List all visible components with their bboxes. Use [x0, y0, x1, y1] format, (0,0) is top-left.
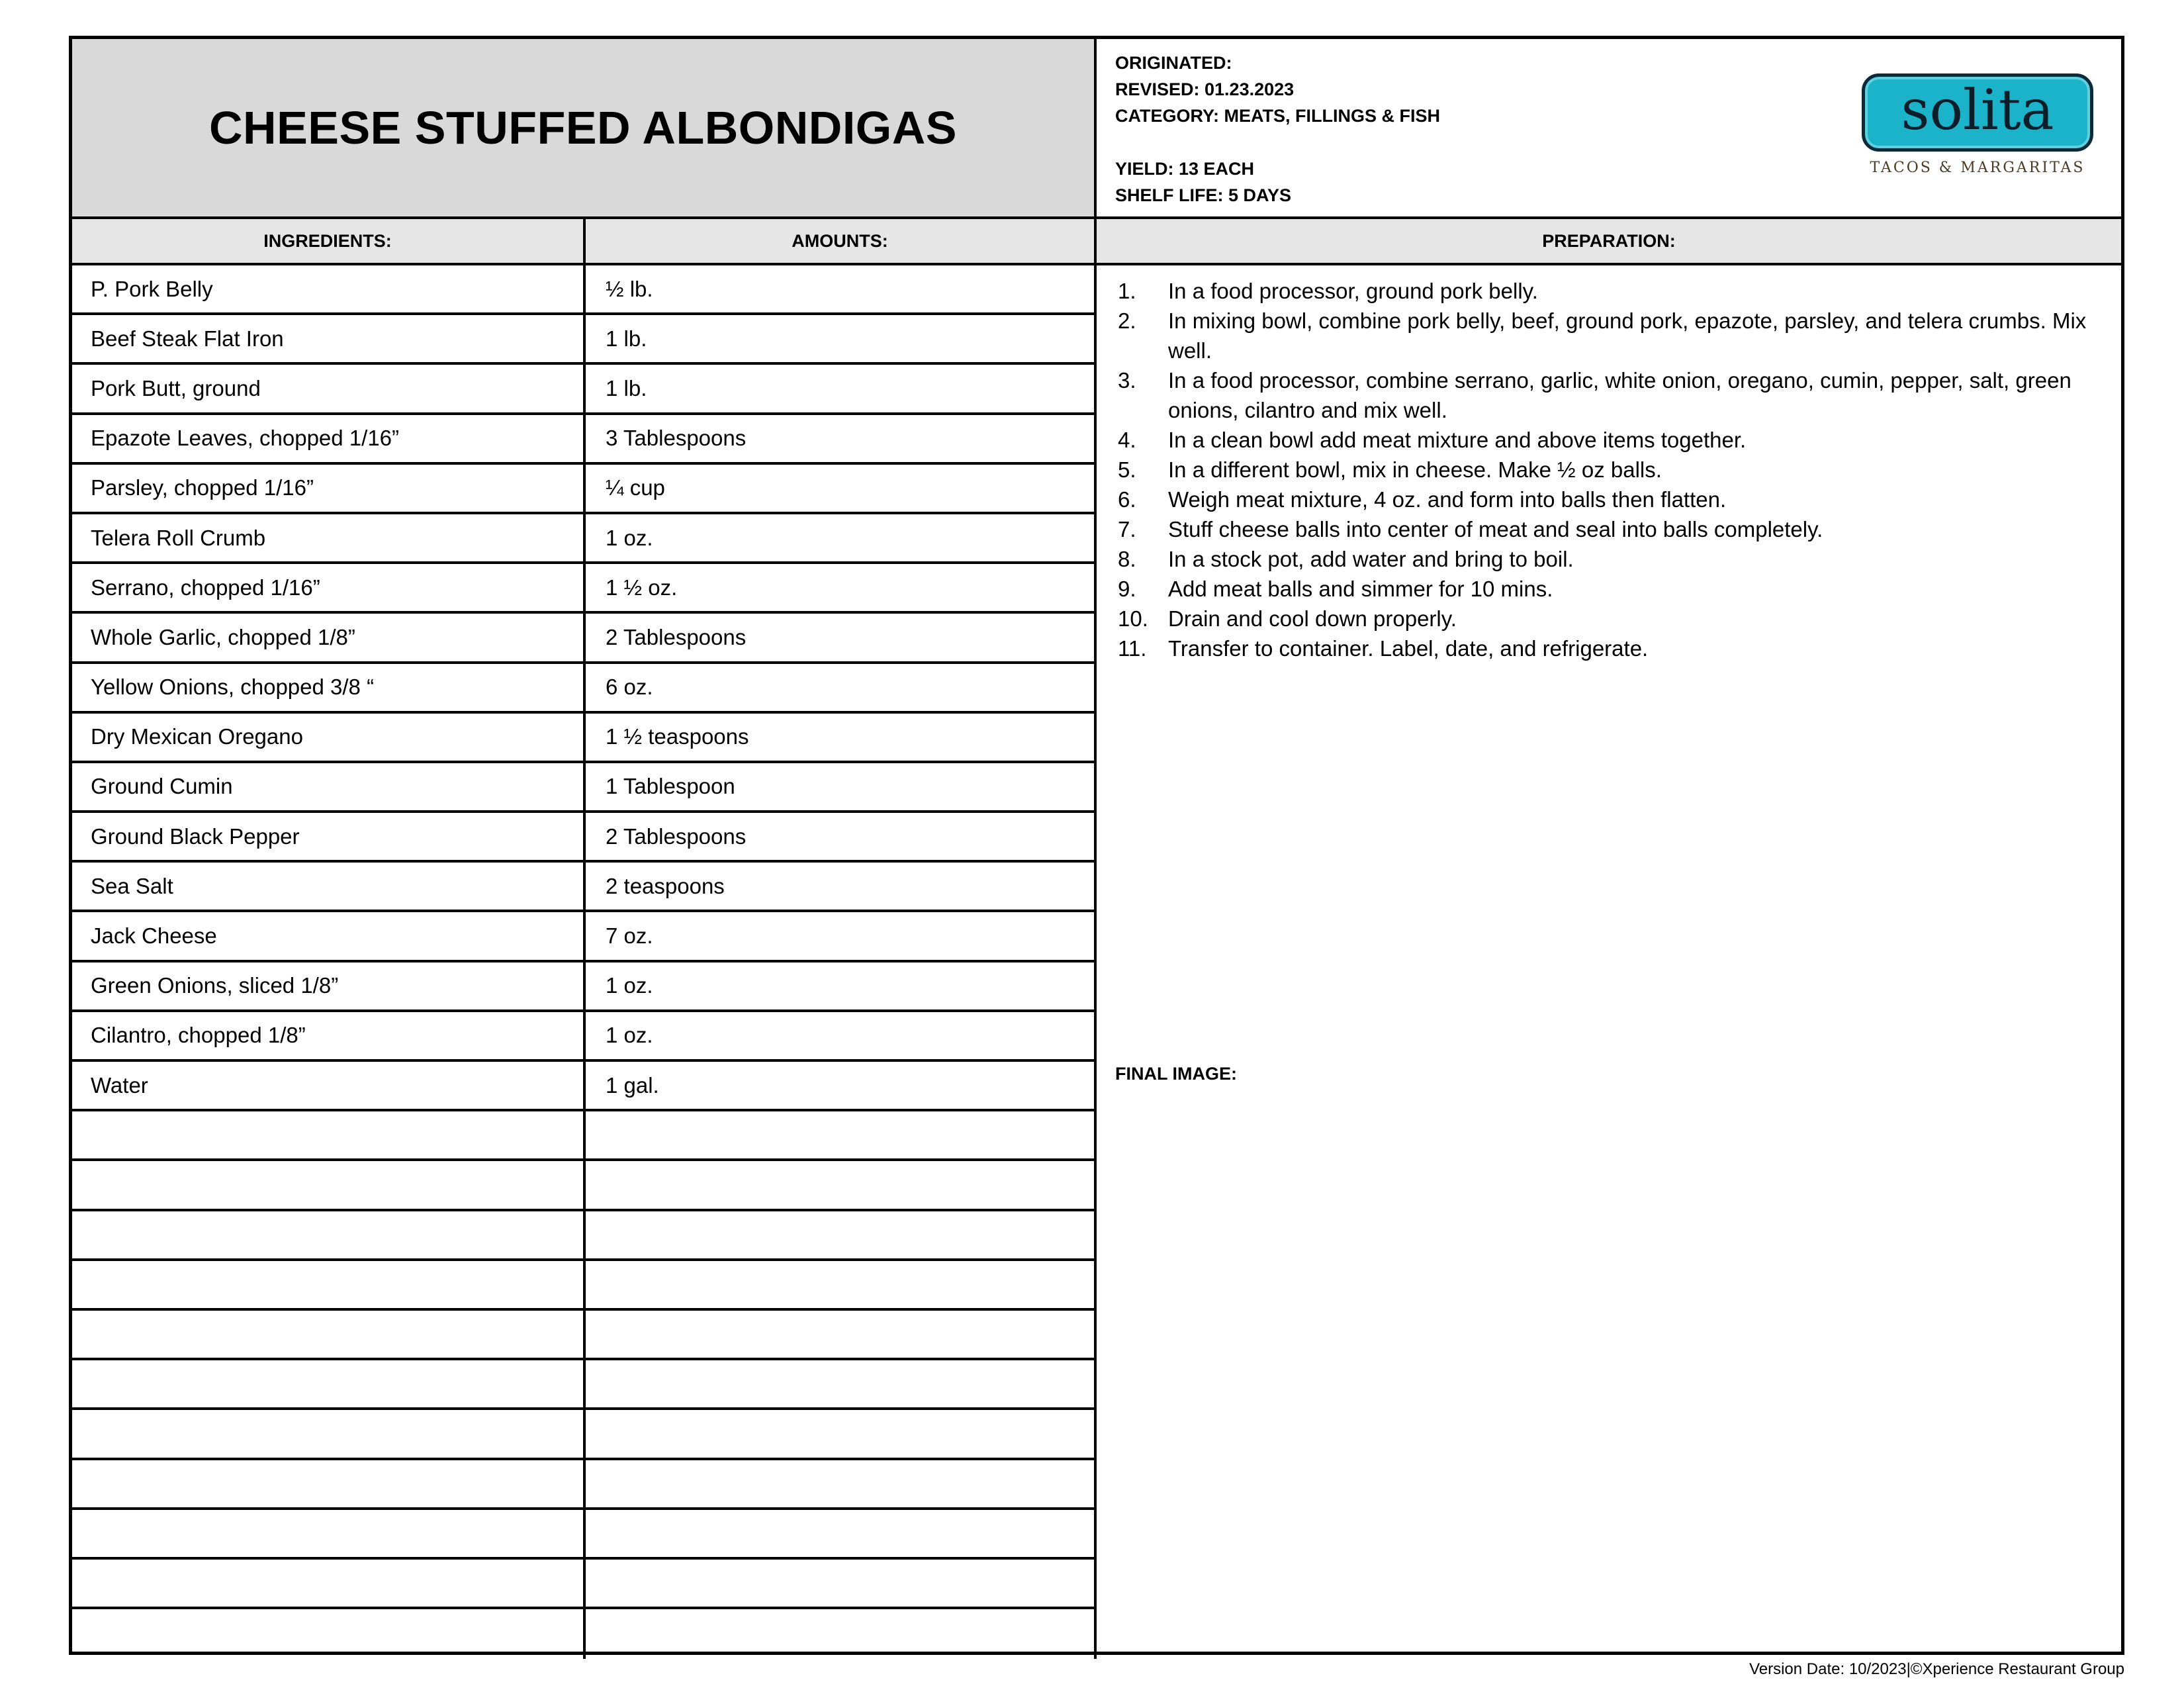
step-number: 2. — [1118, 308, 1136, 333]
table-row — [72, 415, 1097, 465]
table-row — [72, 1560, 1097, 1609]
step-text: Weigh meat mixture, 4 oz. and form into balls then flatten. — [1168, 487, 1727, 512]
preparation-header: PREPARATION: — [1097, 219, 2121, 265]
table-row — [72, 465, 1097, 514]
step-number: 4. — [1118, 428, 1136, 452]
ingredient-amount: 1 lb. — [586, 315, 1097, 362]
originated-line: ORIGINATED: — [1115, 53, 1232, 73]
ingredient-amount: 1 oz. — [586, 514, 1097, 561]
ingredient-name: Parsley, chopped 1/16” — [72, 465, 586, 512]
step-text: Stuff cheese balls into center of meat and seal into balls completely. — [1168, 517, 1823, 541]
list-item — [1118, 544, 2111, 574]
table-row — [72, 514, 1097, 564]
step-number: 9. — [1118, 577, 1136, 601]
table-row — [72, 365, 1097, 414]
logo-tagline: TACOS & MARGARITAS — [1870, 160, 2085, 176]
ingredient-name: Green Onions, sliced 1/8” — [72, 962, 586, 1009]
list-item — [1118, 574, 2111, 604]
ingredient-amount — [586, 1460, 1097, 1507]
list-item — [1118, 425, 2111, 455]
recipe-sheet — [69, 36, 2124, 1655]
ingredient-name: Cilantro, chopped 1/8” — [72, 1012, 586, 1059]
ingredient-amount: 1 oz. — [586, 1012, 1097, 1059]
ingredient-name: Serrano, chopped 1/16” — [72, 564, 586, 611]
step-text: In mixing bowl, combine pork belly, beef, ground pork, epazote, parsley, and telera crumbs. Mix well. — [1168, 308, 2087, 363]
ingredients-header: INGREDIENTS: — [72, 219, 586, 265]
table-row — [72, 1062, 1097, 1111]
step-number: 5. — [1118, 457, 1136, 482]
final-image-label: FINAL IMAGE: — [1115, 1064, 1237, 1084]
solita-logo — [1862, 73, 2093, 179]
ingredient-name — [72, 1311, 586, 1358]
table-row — [72, 315, 1097, 365]
shelf-life-line: SHELF LIFE: 5 DAYS — [1115, 185, 1292, 205]
step-text: In a food processor, ground pork belly. — [1168, 279, 1538, 303]
recipe-meta — [1115, 50, 1440, 209]
table-row — [72, 1311, 1097, 1360]
table-row — [72, 962, 1097, 1012]
ingredient-amount — [586, 1410, 1097, 1457]
ingredient-amount — [586, 1311, 1097, 1358]
step-text: Add meat balls and simmer for 10 mins. — [1168, 577, 1553, 601]
ingredient-amount: 2 Tablespoons — [586, 813, 1097, 860]
ingredient-name: Epazote Leaves, chopped 1/16” — [72, 415, 586, 462]
ingredient-amount — [586, 1360, 1097, 1407]
list-item — [1118, 485, 2111, 514]
table-row — [72, 664, 1097, 714]
step-number: 10. — [1118, 606, 1148, 631]
recipe-title: CHEESE STUFFED ALBONDIGAS — [209, 102, 957, 154]
table-row — [72, 614, 1097, 663]
ingredient-amount — [586, 1211, 1097, 1258]
ingredient-name: Beef Steak Flat Iron — [72, 315, 586, 362]
step-number: 3. — [1118, 368, 1136, 393]
amounts-header: AMOUNTS: — [586, 219, 1097, 265]
ingredient-amount: ½ lb. — [586, 265, 1097, 312]
table-row — [72, 912, 1097, 962]
ingredient-amount: ¼ cup — [586, 465, 1097, 512]
revised-line: REVISED: 01.23.2023 — [1115, 79, 1295, 99]
list-item — [1118, 633, 2111, 663]
ingredient-name — [72, 1609, 586, 1659]
table-row — [72, 1161, 1097, 1211]
ingredient-amount: 1 oz. — [586, 962, 1097, 1009]
table-row — [72, 265, 1097, 315]
meta-cell — [1097, 39, 2121, 219]
ingredient-name — [72, 1211, 586, 1258]
ingredient-name: Ground Cumin — [72, 763, 586, 810]
table-row — [72, 863, 1097, 912]
ingredient-name — [72, 1111, 586, 1158]
ingredient-amount: 1 ½ teaspoons — [586, 714, 1097, 761]
table-row — [72, 1261, 1097, 1311]
table-row — [72, 564, 1097, 614]
ingredient-amount: 1 gal. — [586, 1062, 1097, 1109]
step-text: In a clean bowl add meat mixture and above items together. — [1168, 428, 1747, 452]
table-row — [72, 1510, 1097, 1560]
version-footer: Version Date: 10/2023|©Xperience Restaurant Group — [1749, 1660, 2124, 1678]
step-text: In a stock pot, add water and bring to boil. — [1168, 547, 1574, 571]
ingredient-amount: 1 Tablespoon — [586, 763, 1097, 810]
table-row — [72, 1609, 1097, 1659]
ingredient-name: Yellow Onions, chopped 3/8 “ — [72, 664, 586, 711]
ingredient-amount: 1 ½ oz. — [586, 564, 1097, 611]
table-row — [72, 1012, 1097, 1062]
ingredient-amount — [586, 1161, 1097, 1208]
ingredient-amount — [586, 1560, 1097, 1607]
list-item — [1118, 306, 2111, 365]
ingredient-name: Pork Butt, ground — [72, 365, 586, 412]
ingredient-amount: 7 oz. — [586, 912, 1097, 959]
ingredient-name: Water — [72, 1062, 586, 1109]
category-line: CATEGORY: MEATS, FILLINGS & FISH — [1115, 106, 1440, 126]
ingredient-name: Dry Mexican Oregano — [72, 714, 586, 761]
ingredient-amount — [586, 1111, 1097, 1158]
ingredient-name: P. Pork Belly — [72, 265, 586, 312]
yield-line: YIELD: 13 EACH — [1115, 159, 1255, 179]
ingredient-name: Sea Salt — [72, 863, 586, 910]
title-cell — [72, 39, 1097, 219]
step-number: 7. — [1118, 517, 1136, 541]
list-item — [1118, 365, 2111, 425]
ingredient-name: Ground Black Pepper — [72, 813, 586, 860]
table-row — [72, 1360, 1097, 1410]
ingredients-table — [72, 265, 1097, 1659]
ingredient-name — [72, 1360, 586, 1407]
step-text: In a food processor, combine serrano, garlic, white onion, oregano, cumin, pepper, salt, green onions, cilantro and mix well. — [1168, 368, 2071, 422]
step-text: Transfer to container. Label, date, and refrigerate. — [1168, 636, 1649, 661]
ingredient-name: Telera Roll Crumb — [72, 514, 586, 561]
table-row — [72, 1111, 1097, 1161]
ingredient-amount — [586, 1261, 1097, 1308]
table-row — [72, 1410, 1097, 1460]
ingredient-name: Whole Garlic, chopped 1/8” — [72, 614, 586, 661]
ingredient-name: Jack Cheese — [72, 912, 586, 959]
step-number: 11. — [1118, 636, 1147, 661]
logo-badge — [1862, 73, 2093, 152]
ingredient-name — [72, 1560, 586, 1607]
list-item — [1118, 276, 2111, 306]
list-item — [1118, 455, 2111, 485]
table-row — [72, 714, 1097, 763]
ingredient-amount — [586, 1609, 1097, 1659]
ingredient-amount: 1 lb. — [586, 365, 1097, 412]
ingredient-amount: 2 teaspoons — [586, 863, 1097, 910]
ingredient-name — [72, 1410, 586, 1457]
step-number: 8. — [1118, 547, 1136, 571]
ingredient-amount — [586, 1510, 1097, 1557]
table-row — [72, 1460, 1097, 1510]
table-row — [72, 813, 1097, 863]
ingredient-name — [72, 1460, 586, 1507]
ingredient-amount: 6 oz. — [586, 664, 1097, 711]
preparation-steps — [1118, 276, 2111, 663]
ingredient-name — [72, 1510, 586, 1557]
list-item — [1118, 604, 2111, 633]
table-row — [72, 1211, 1097, 1261]
table-row — [72, 763, 1097, 813]
step-number: 6. — [1118, 487, 1136, 512]
ingredient-amount: 3 Tablespoons — [586, 415, 1097, 462]
list-item — [1118, 514, 2111, 544]
logo-wordmark: solita — [1901, 77, 2054, 142]
ingredient-name — [72, 1261, 586, 1308]
ingredient-name — [72, 1161, 586, 1208]
step-number: 1. — [1118, 279, 1136, 303]
ingredient-amount: 2 Tablespoons — [586, 614, 1097, 661]
step-text: Drain and cool down properly. — [1168, 606, 1457, 631]
step-text: In a different bowl, mix in cheese. Make ½ oz balls. — [1168, 457, 1662, 482]
